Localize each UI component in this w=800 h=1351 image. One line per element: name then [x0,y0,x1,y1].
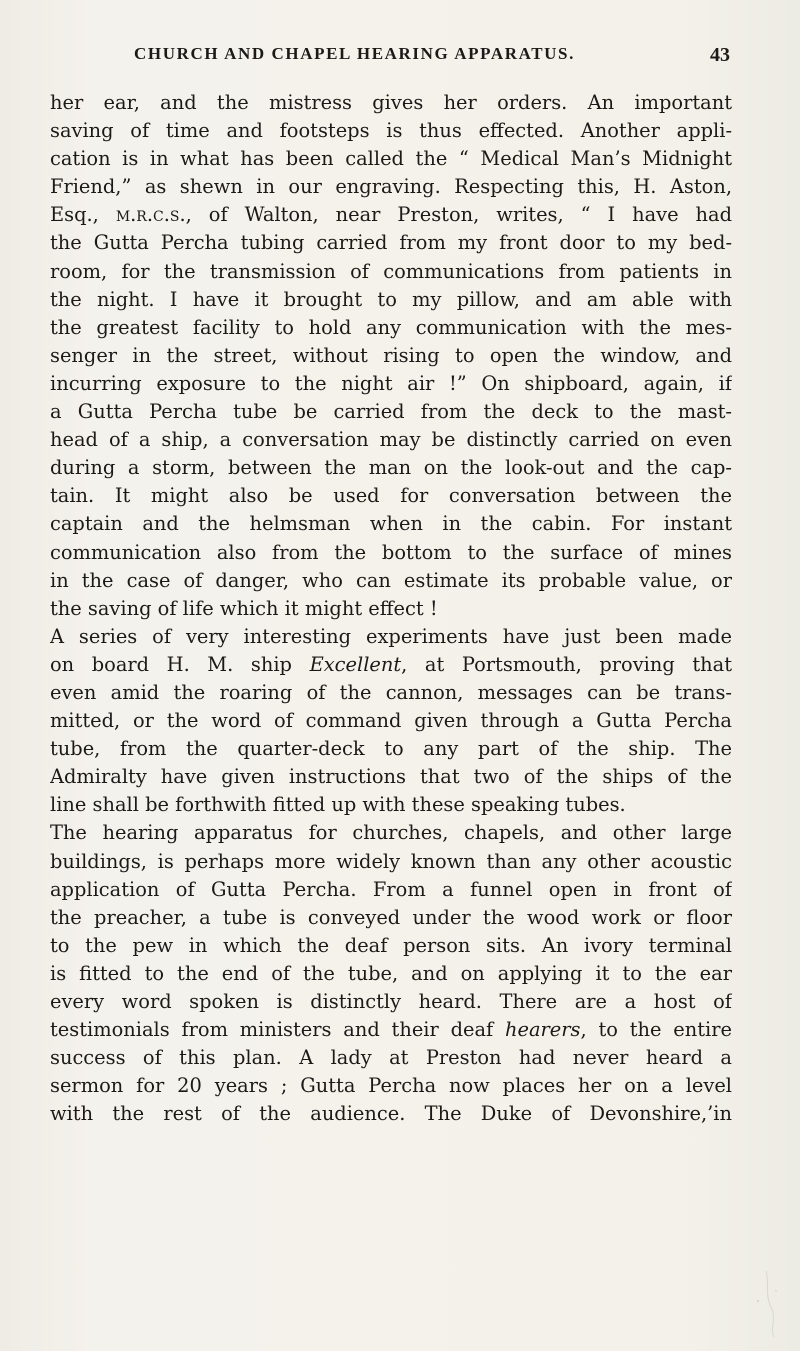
text-line: on board H. M. ship Excellent, at Portsmouth, proving that [50,652,732,676]
text-line: A series of very interesting experiments have just been made [50,624,732,648]
text-line: success of this plan. A lady at Preston had never heard a [50,1046,732,1070]
text-line: cation is in what has been called the “ Medical Man’s Midnight [50,147,732,171]
styled-word: hearers [505,1018,581,1042]
text-line: senger in the street, without rising to open the window, and [50,343,732,367]
text-line: to the pew in which the deaf person sits. An ivory terminal [50,933,732,957]
text-line: the Gutta Percha tubing carried from my front door to my bed- [50,231,732,255]
text-line: every word spoken is distinctly heard. There are a host of [50,990,732,1013]
text-line: communication also from the bottom to the surface of mines [50,540,732,564]
text-line: application of Gutta Percha. From a funnel open in front of [50,877,732,901]
text-line: Esq., m.r.c.s., of Walton, near Preston, writes, “ I have had [50,203,732,227]
text-line: head of a ship, a conversation may be distinctly carried on even [50,428,732,452]
text-line: the preacher, a tube is conveyed under the wood work or floor [50,905,732,929]
body-text [50,89,732,1128]
text-line: the saving of life which it might effect ! [50,596,438,620]
text-line: Friend,” as shewn in our engraving. Respecting this, H. Aston, [50,175,732,199]
styled-word: Excellent [309,652,402,676]
text-line: Admiralty have given instructions that two of the ships of the [50,765,732,789]
text-line: saving of time and footsteps is thus effected. Another appli- [50,119,732,143]
text-line: her ear, and the mistress gives her orders. An important [50,91,732,114]
text-line: line shall be forthwith fitted up with these speaking tubes. [50,793,626,817]
text-line: The hearing apparatus for churches, chapels, and other large [50,821,732,845]
text-line: room, for the transmission of communications from patients in [50,259,732,283]
page-number: 43 [710,44,730,66]
text-line: the night. I have it brought to my pillow, and am able with [50,287,732,311]
text-line: even amid the roaring of the cannon, messages can be trans- [50,680,732,704]
running-head: CHURCH AND CHAPEL HEARING APPARATUS. [134,44,575,63]
text-line: testimonials from ministers and their deaf hearers, to the entire [50,1018,732,1042]
text-line: with the rest of the audience. The Duke of Devonshire,’in [50,1102,732,1126]
paper-blemish [736,1261,786,1341]
text-line: mitted, or the word of command given through a Gutta Percha [50,709,732,733]
text-line: captain and the helmsman when in the cabin. For instant [50,512,732,536]
text-line: a Gutta Percha tube be carried from the deck to the mast- [50,400,732,424]
text-line: in the case of danger, who can estimate its probable value, or [50,568,732,592]
styled-word: m.r.c.s. [115,203,186,227]
page-header [50,44,730,74]
text-line: tain. It might also be used for conversation between the [50,484,732,508]
text-line: during a storm, between the man on the look-out and the cap- [50,456,732,480]
text-line: tube, from the quarter-deck to any part of the ship. The [50,737,732,761]
text-line: sermon for 20 years ; Gutta Percha now places her on a level [50,1074,732,1098]
text-line: incurring exposure to the night air !” On shipboard, again, if [50,371,732,395]
text-line: buildings, is perhaps more widely known than any other acoustic [50,849,732,873]
text-line: is fitted to the end of the tube, and on applying it to the ear [50,961,732,985]
text-line: the greatest facility to hold any communication with the mes- [50,315,732,339]
